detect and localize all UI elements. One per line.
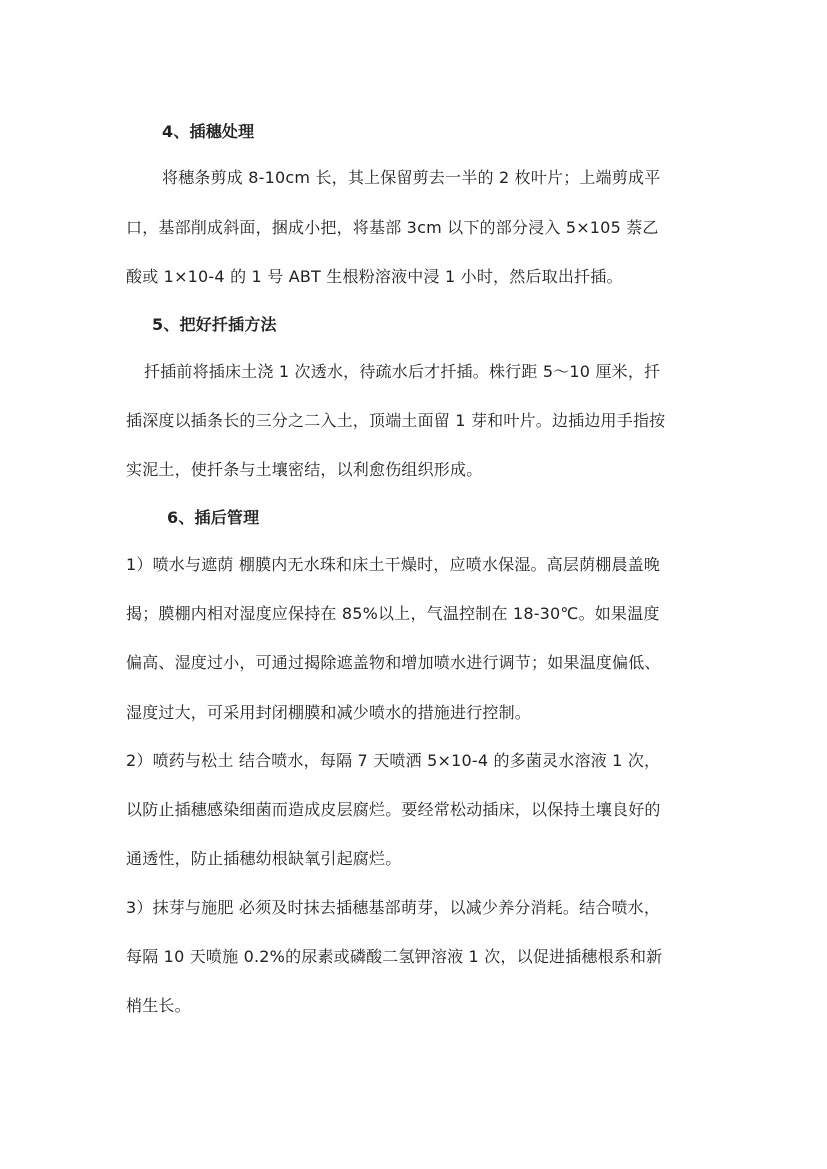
list-item-line: 揭；膜棚内相对湿度应保持在 85%以上，气温控制在 18-30℃。如果温度	[126, 604, 660, 623]
paragraph-line: 插深度以插条长的三分之二入土，顶端土面留 1 芽和叶片。边插边用手指按	[126, 411, 666, 430]
list-item-line: 每隔 10 天喷施 0.2%的尿素或磷酸二氢钾溶液 1 次，以促进插穗根系和新	[126, 947, 663, 966]
list-item-line: 梢生长。	[126, 996, 191, 1015]
section-heading-5: 5、把好扦插方法	[152, 315, 277, 334]
list-item-line: 偏高、湿度过小，可通过揭除遮盖物和增加喷水进行调节；如果温度偏低、	[126, 653, 661, 672]
list-item-line: 通透性，防止插穗幼根缺氧引起腐烂。	[126, 849, 402, 868]
list-item-line: 3）抹芽与施肥 必须及时抹去插穗基部萌芽，以减少养分消耗。结合喷水，	[126, 898, 661, 917]
paragraph-line: 将穗条剪成 8-10cm 长，其上保留剪去一半的 2 枚叶片；上端剪成平	[162, 168, 661, 187]
section-heading-6: 6、插后管理	[167, 508, 260, 527]
list-item-line: 湿度过大，可采用封闭棚膜和减少喷水的措施进行控制。	[126, 703, 532, 722]
paragraph-line: 扦插前将插床土浇 1 次透水，待疏水后才扦插。株行距 5～10 厘米，扦	[144, 362, 661, 381]
list-item-line: 2）喷药与松土 结合喷水，每隔 7 天喷洒 5×10-4 的多菌灵水溶液 1 次，	[126, 751, 661, 770]
paragraph-line: 酸或 1×10-4 的 1 号 ABT 生根粉溶液中浸 1 小时，然后取出扦插。	[126, 267, 623, 286]
section-heading-4: 4、插穗处理	[162, 122, 255, 141]
paragraph-line: 口，基部削成斜面，捆成小把，将基部 3cm 以下的部分浸入 5×105 萘乙	[126, 218, 659, 237]
list-item-line: 以防止插穗感染细菌而造成皮层腐烂。要经常松动插床，以保持土壤良好的	[126, 800, 661, 819]
paragraph-line: 实泥土，使扦条与土壤密结，以利愈伤组织形成。	[126, 460, 483, 479]
list-item-line: 1）喷水与遮荫 棚膜内无水珠和床土干燥时，应喷水保湿。高层荫棚晨盖晚	[126, 555, 661, 574]
